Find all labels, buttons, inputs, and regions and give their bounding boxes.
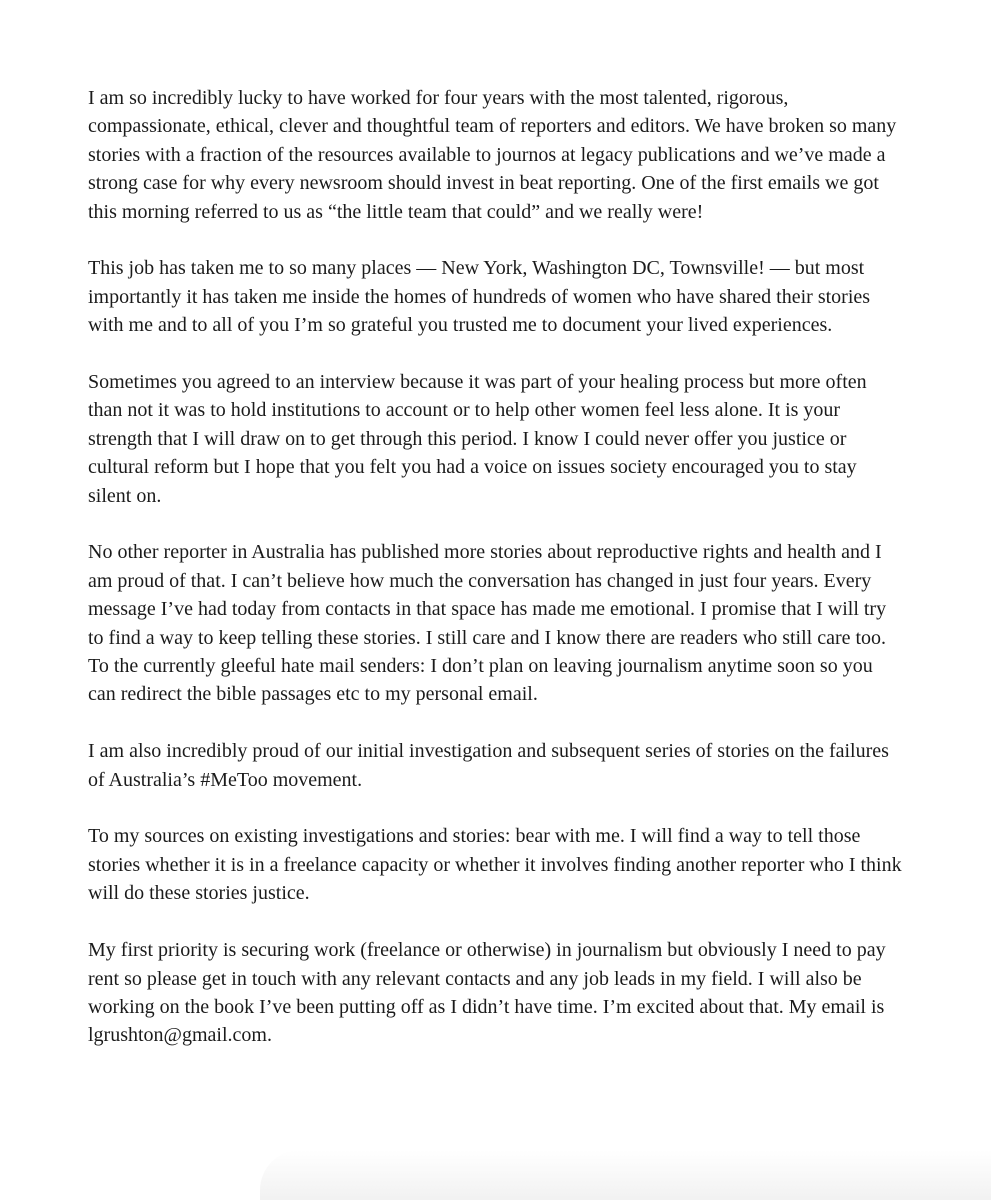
paragraph-next-steps: My first priority is securing work (freelance or otherwise) in journalism but obviously I need to pay rent so please get in touch with any relevant contacts and any job leads in my field. I will also be working on the book I’ve been putting off as I didn’t have time. I’m excited about that. My email is lgrushton@gmail.com. <box>88 939 886 1047</box>
paragraph-sources: To my sources on existing investigations and stories: bear with me. I will find a way to tell those stories whether it is in a freelance capacity or whether it involves finding another reporter who I think will do these stories justice. <box>88 825 902 905</box>
document-body <box>88 84 903 1078</box>
page-bottom-shadow <box>260 1150 991 1200</box>
paragraph-interview-subjects: Sometimes you agreed to an interview because it was part of your healing process but more often than not it was to hold institutions to account or to help other women feel less alone. It is your strength that I will draw on to get through this period. I know I could never offer you justice or cultural reform but I hope that you felt you had a voice on issues society encouraged you to stay silent on. <box>88 371 867 507</box>
paragraph-team-gratitude: I am so incredibly lucky to have worked for four years with the most talented, rigorous, compassionate, ethical, clever and thoughtful team of reporters and editors. We have broken so many stories with a fraction of the resources available to journos at legacy publications and we’ve made a strong case for why every newsroom should invest in beat reporting. One of the first emails we got this morning referred to us as “the little team that could” and we really were! <box>88 87 897 223</box>
paragraph-places-travelled: This job has taken me to so many places — New York, Washington DC, Townsville! — but most importantly it has taken me inside the homes of hundreds of women who have shared their stories with me and to all of you I’m so grateful you trusted me to document your lived experiences. <box>88 257 871 337</box>
paragraph-reproductive-rights: No other reporter in Australia has published more stories about reproductive rights and health and I am proud of that. I can’t believe how much the conversation has changed in just four years. Every message I’ve had today from contacts in that space has made me emotional. I promise that I will try to find a way to keep telling these stories. I still care and I know there are readers who still care too. To the currently gleeful hate mail senders: I don’t plan on leaving journalism anytime soon so you can redirect the bible passages etc to my personal email. <box>88 541 887 706</box>
paragraph-metoo-investigation: I am also incredibly proud of our initial investigation and subsequent series of stories on the failures of Australia’s #MeToo movement. <box>88 740 889 791</box>
